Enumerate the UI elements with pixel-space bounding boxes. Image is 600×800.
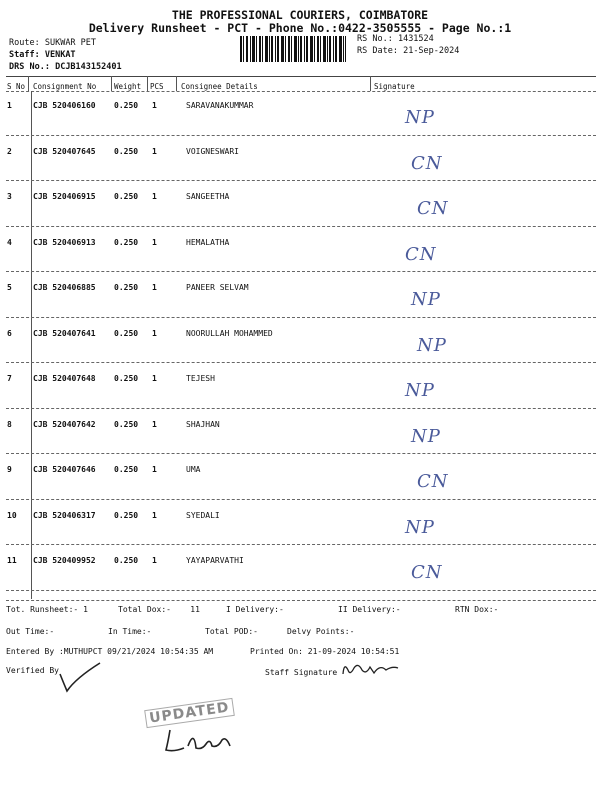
col-consignee: Consignee Details [181, 82, 258, 91]
barcode-icon [240, 36, 346, 62]
total-pod: Total POD:- [205, 627, 258, 636]
rs-no-line [357, 34, 434, 44]
row-sno: 2 [7, 147, 12, 156]
col-divider [147, 76, 148, 91]
row-consignment: CJB 520409952 [33, 556, 96, 565]
row-weight: 0.250 [114, 147, 139, 156]
header-rule [6, 91, 596, 92]
route-line [9, 38, 96, 48]
total-dox-value: 11 [190, 605, 200, 614]
row-separator [6, 362, 596, 363]
row-consignee: SANGEETHA [186, 192, 230, 201]
row-consignment: CJB 520406160 [33, 101, 96, 110]
rs-date-line [357, 46, 459, 56]
rs-date-value: 21-Sep-2024 [403, 46, 460, 56]
row-sno: 10 [7, 511, 17, 520]
rs-date-label: RS Date: [357, 46, 398, 56]
col-divider [111, 76, 112, 91]
drs-line [9, 62, 122, 72]
row-weight: 0.250 [114, 420, 139, 429]
handwritten-signature-icon [160, 726, 234, 756]
ii-delivery: II Delivery:- [338, 605, 401, 614]
row-consignee: HEMALATHA [186, 238, 230, 247]
row-sno: 4 [7, 238, 12, 247]
footer-rule [6, 600, 596, 601]
col-weight: Weight [114, 82, 142, 91]
verified-by: Verified By [6, 666, 59, 675]
staff-line [9, 50, 76, 60]
row-signature-mark: CN [405, 244, 437, 265]
row-consignee: SHAJHAN [186, 420, 220, 429]
row-separator [6, 180, 596, 181]
staff-signature-icon [340, 658, 400, 680]
row-consignment: CJB 520406913 [33, 238, 96, 247]
row-separator [6, 135, 596, 136]
row-consignment: CJB 520407648 [33, 374, 96, 383]
rs-no-value: 1431524 [397, 34, 434, 44]
row-separator [6, 271, 596, 272]
row-sno: 7 [7, 374, 12, 383]
total-dox-label: Total Dox:- [118, 605, 171, 614]
delvy-points: Delvy Points:- [287, 627, 355, 636]
row-consignee: TEJESH [186, 374, 215, 383]
row-consignment: CJB 520407646 [33, 465, 96, 474]
rs-no-label: RS No.: [357, 34, 393, 44]
row-consignee: PANEER SELVAM [186, 283, 249, 292]
row-consignment: CJB 520406885 [33, 283, 96, 292]
row-weight: 0.250 [114, 465, 139, 474]
row-pcs: 1 [152, 192, 157, 201]
row-sno: 3 [7, 192, 12, 201]
i-delivery: I Delivery:- [226, 605, 284, 614]
row-separator [6, 408, 596, 409]
company-title: THE PROFESSIONAL COURIERS, COIMBATORE [171, 8, 429, 22]
row-sno: 9 [7, 465, 12, 474]
col-pcs: PCS [150, 82, 164, 91]
staff-label: Staff: [9, 50, 40, 60]
row-pcs: 1 [152, 374, 157, 383]
row-consignee: SYEDALI [186, 511, 220, 520]
row-sno: 8 [7, 420, 12, 429]
col-signature: Signature [374, 82, 415, 91]
row-pcs: 1 [152, 511, 157, 520]
table-top-rule [6, 76, 596, 77]
rtn-dox: RTN Dox:- [455, 605, 499, 614]
row-sno: 5 [7, 283, 12, 292]
row-signature-mark: CN [411, 562, 443, 583]
verified-signature-icon [58, 660, 102, 694]
row-consignment: CJB 520407641 [33, 329, 96, 338]
in-time: In Time:- [108, 627, 152, 636]
row-weight: 0.250 [114, 283, 139, 292]
col-consignment: Consignment No [33, 82, 97, 91]
out-time: Out Time:- [6, 627, 55, 636]
row-weight: 0.250 [114, 192, 139, 201]
row-signature-mark: NP [411, 426, 441, 447]
row-weight: 0.250 [114, 329, 139, 338]
row-consignee: NOORULLAH MOHAMMED [186, 329, 273, 338]
row-pcs: 1 [152, 465, 157, 474]
runsheet-title: Delivery Runsheet - PCT - Phone No.:0422-3505555 - Page No.:1 [88, 21, 512, 35]
staff-value: VENKAT [44, 50, 76, 60]
drs-value: DCJB143152401 [55, 62, 122, 72]
tot-runsheet: Tot. Runsheet:- 1 [6, 605, 88, 614]
row-consignment: CJB 520406915 [33, 192, 96, 201]
row-weight: 0.250 [114, 238, 139, 247]
row-signature-mark: NP [405, 380, 435, 401]
printed-on: Printed On: 21-09-2024 10:54:51 [250, 647, 400, 656]
route-label: Route: [9, 38, 40, 48]
row-signature-mark: NP [417, 335, 447, 356]
row-pcs: 1 [152, 556, 157, 565]
row-pcs: 1 [152, 420, 157, 429]
row-pcs: 1 [152, 329, 157, 338]
row-sno: 11 [7, 556, 17, 565]
row-signature-mark: CN [417, 471, 449, 492]
col-divider [176, 76, 177, 91]
row-signature-mark: NP [405, 107, 435, 128]
row-consignment: CJB 520407645 [33, 147, 96, 156]
sno-divider [31, 91, 32, 599]
row-signature-mark: NP [411, 289, 441, 310]
staff-signature-label: Staff Signature [265, 668, 338, 677]
row-weight: 0.250 [114, 511, 139, 520]
row-weight: 0.250 [114, 101, 139, 110]
row-consignee: YAYAPARVATHI [186, 556, 244, 565]
row-sno: 6 [7, 329, 12, 338]
row-pcs: 1 [152, 101, 157, 110]
row-separator [6, 226, 596, 227]
row-consignee: SARAVANAKUMMAR [186, 101, 254, 110]
row-pcs: 1 [152, 238, 157, 247]
route-value: SUKWAR PET [44, 38, 97, 48]
row-signature-mark: NP [405, 517, 435, 538]
row-sno: 1 [7, 101, 12, 110]
row-consignment: CJB 520406317 [33, 511, 96, 520]
row-separator [6, 590, 596, 591]
row-signature-mark: CN [417, 198, 449, 219]
row-separator [6, 499, 596, 500]
row-consignment: CJB 520407642 [33, 420, 96, 429]
col-sno: S No [7, 82, 26, 91]
drs-label: DRS No.: [9, 62, 50, 72]
row-weight: 0.250 [114, 374, 139, 383]
row-separator [6, 453, 596, 454]
updated-stamp: UPDATED [144, 698, 234, 728]
row-pcs: 1 [152, 283, 157, 292]
col-divider [28, 76, 29, 91]
row-pcs: 1 [152, 147, 157, 156]
row-consignee: VOIGNESWARI [186, 147, 239, 156]
row-separator [6, 317, 596, 318]
row-consignee: UMA [186, 465, 201, 474]
total-dox-line [118, 605, 200, 614]
entered-by: Entered By :MUTHUPCT 09/21/2024 10:54:35 AM [6, 647, 214, 656]
row-weight: 0.250 [114, 556, 139, 565]
row-signature-mark: CN [411, 153, 443, 174]
row-separator [6, 544, 596, 545]
col-divider [370, 76, 371, 91]
